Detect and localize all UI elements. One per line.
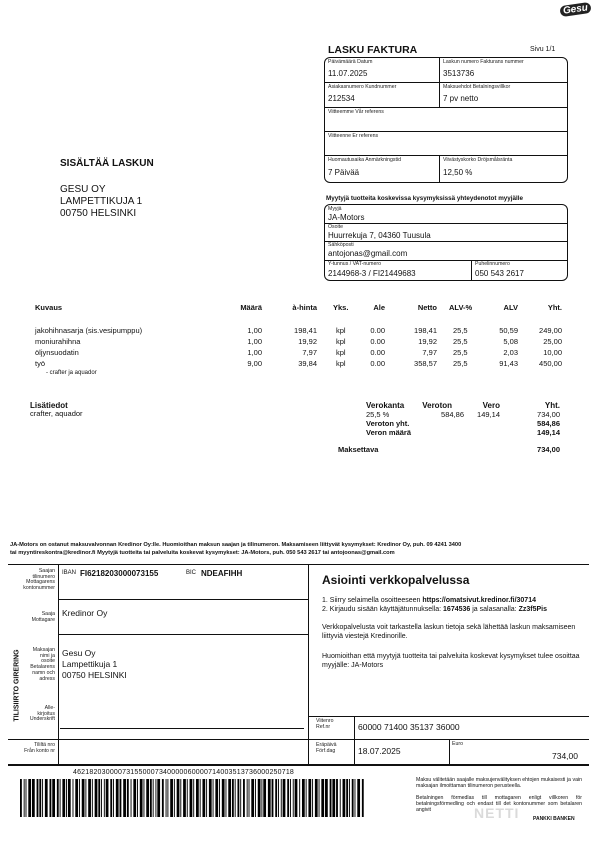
item-description: moniurahihna: [35, 337, 81, 346]
barcode-bar: [362, 779, 364, 817]
seller-heading: Myytyjä tuotteita koskevissa kysymyksissä yhteydenotot myyjälle: [326, 195, 524, 202]
barcode-bar: [82, 779, 85, 817]
barcode-bar: [101, 779, 102, 817]
barcode-bar: [295, 779, 298, 817]
item-note: - crafter ja aquador: [46, 370, 97, 376]
barcode-bar: [275, 779, 277, 817]
col-header-vat: ALV: [503, 303, 518, 312]
bic-label: BIC: [186, 570, 197, 576]
barcode-bar: [20, 779, 22, 817]
bic-value: NDEAFIHH: [201, 569, 243, 578]
barcode-bar: [213, 779, 214, 817]
barcode-bar: [228, 779, 231, 817]
col-header-vat-percent: ALV-%: [449, 303, 473, 312]
bank-label: PANKKI BANKEN: [533, 816, 575, 822]
barcode-bar: [42, 779, 43, 817]
tax-rate: 25,5 %: [366, 410, 390, 419]
barcode-bar: [268, 779, 271, 817]
customer-number-label: Asiakasnumero Kundnummer: [328, 84, 397, 90]
item-description: työ: [35, 359, 46, 368]
payment-terms: 7 pv netto: [443, 94, 479, 103]
tax-amount-header: Vero: [482, 401, 500, 410]
item-net: 19,92: [418, 337, 437, 346]
amount-due-label: Maksettava: [338, 445, 379, 454]
tax-net: 584,86: [441, 410, 464, 419]
barcode-bar: [177, 779, 180, 817]
barcode-bar: [24, 779, 25, 817]
item-discount: 0.00: [370, 337, 385, 346]
online-paragraph-1: Verkkopalvelusta voit tarkastella laskun tietoja sekä lähettää laskun maksamiseen liittyviä viestejä Kredinorille.: [322, 624, 576, 641]
barcode-bar: [315, 779, 318, 817]
notice-period-label: Huomautusaika Anmärkningstid: [328, 157, 401, 163]
reference-number: 60000 71400 35137 36000: [358, 722, 460, 732]
barcode-bar: [79, 779, 80, 817]
col-header-discount: Ale: [373, 303, 385, 312]
your-reference-label: Viitteenne Er referens: [328, 133, 379, 139]
barcode-bar: [68, 779, 71, 817]
barcode-bar: [140, 779, 143, 817]
col-header-description: Kuvaus: [35, 303, 63, 312]
barcode-bar: [131, 779, 132, 817]
barcode-bar: [357, 779, 360, 817]
item-discount: 0.00: [370, 348, 385, 357]
barcode-bar: [193, 779, 194, 817]
barcode-bar: [232, 779, 234, 817]
seller-email: antojonas@gmail.com: [328, 249, 408, 258]
barcode-bar: [73, 779, 74, 817]
extra-info-heading: Lisätiedot: [30, 401, 68, 410]
barcode-bar: [352, 779, 354, 817]
online-service-title: Asiointi verkkopalvelussa: [322, 573, 470, 587]
barcode-bar: [355, 779, 356, 817]
recipient-city: 00750 HELSINKI: [60, 208, 137, 219]
online-service-url[interactable]: https://omatsivut.kredinor.fi/30714: [422, 597, 536, 604]
barcode-bar: [190, 779, 193, 817]
barcode-bar: [137, 779, 138, 817]
barcode-bar: [340, 779, 341, 817]
barcode-bar: [98, 779, 100, 817]
seller-phone-label: Puhelinnumero: [475, 261, 510, 267]
tax-total-header: Yht.: [544, 401, 560, 410]
invoice-number-label: Laskun numero Fakturans nummer: [443, 59, 524, 65]
barcode-bar: [104, 779, 105, 817]
tax-amount: 149,14: [477, 410, 500, 419]
item-unit: kpl: [336, 337, 346, 346]
barcode-bar: [187, 779, 188, 817]
col-header-total: Yht.: [547, 303, 562, 312]
barcode-bar: [235, 779, 236, 817]
item-description: öljynsuodatin: [35, 348, 79, 357]
gesu-logo: Gesu: [559, 2, 591, 17]
payer-street: Lampettikuja 1: [62, 659, 118, 669]
seller-vat-label: Y-tunnus / VAT-numero: [328, 261, 381, 267]
barcode-bar: [45, 779, 48, 817]
barcode-bar: [209, 779, 212, 817]
payer-label: Maksajan nimi ja osoite Betalarens namn och adress: [30, 647, 55, 682]
seller-address-label: Osoite: [328, 224, 343, 230]
barcode-bar: [88, 779, 91, 817]
document-title: LASKU FAKTURA: [328, 44, 418, 56]
barcode-bar: [263, 779, 266, 817]
barcode-bar: [153, 779, 154, 817]
barcode-bar: [39, 779, 41, 817]
seller-name: JA-Motors: [328, 213, 365, 222]
barcode-bar: [106, 779, 109, 817]
barcode-bar: [226, 779, 227, 817]
barcode-bar: [123, 779, 126, 817]
barcode-bar: [283, 779, 286, 817]
barcode-bar: [261, 779, 262, 817]
barcode-bar: [200, 779, 201, 817]
due-date-label: Eräpäivä Förf.dag: [316, 742, 337, 754]
giro-recipient: Kredinor Oy: [62, 608, 108, 618]
barcode-bar: [143, 779, 144, 817]
barcode-bar: [157, 779, 160, 817]
giro-amount: 734,00: [552, 751, 578, 761]
col-header-unit-price: à-hinta: [292, 303, 317, 312]
item-description: jakohihnasarja (sis.vesipumppu): [35, 326, 143, 335]
barcode-bar: [308, 779, 311, 817]
item-vat: 50,59: [499, 326, 518, 335]
euro-label: Euro: [452, 741, 463, 747]
barcode-bar: [255, 779, 256, 817]
item-unit-price: 198,41: [294, 326, 317, 335]
item-unit: kpl: [336, 348, 346, 357]
barcode-bar: [120, 779, 122, 817]
barcode-bar: [196, 779, 199, 817]
barcode-bar: [37, 779, 39, 817]
item-quantity: 9,00: [247, 359, 262, 368]
barcode-bar: [215, 779, 218, 817]
item-unit-price: 19,92: [298, 337, 317, 346]
item-total: 249,00: [539, 326, 562, 335]
item-discount: 0.00: [370, 326, 385, 335]
barcode-bar: [92, 779, 93, 817]
barcode-bar: [183, 779, 186, 817]
seller-contact-box: [324, 204, 568, 281]
item-vat-percent: 25,5: [453, 337, 468, 346]
barcode-bar: [167, 779, 168, 817]
online-step-1: 1. Siirry selaimella osoitteeseen https://omatsivut.kredinor.fi/30714: [322, 597, 536, 604]
customer-number: 212534: [328, 94, 355, 103]
tax-rate-header: Verokanta: [366, 401, 405, 410]
barcode-bar: [206, 779, 207, 817]
item-total: 25,00: [543, 337, 562, 346]
our-reference-label: Viitteemme Vår referens: [328, 109, 384, 115]
barcode-bar: [272, 779, 274, 817]
barcode-bar: [332, 779, 335, 817]
barcode-number: 462182030000731550007340000060000714003513736000250718: [73, 769, 295, 776]
barcode-bar: [293, 779, 294, 817]
barcode-bar: [249, 779, 250, 817]
online-step-2: 2. Kirjaudu sisään käyttäjätunnuksella: 1674536 ja salasanalla: Zz3f5Pis: [322, 606, 547, 613]
item-total: 10,00: [543, 348, 562, 357]
extra-info-text: crafter, aquador: [30, 409, 83, 418]
barcode-bar: [330, 779, 332, 817]
barcode-bar: [174, 779, 175, 817]
barcode-bar: [325, 779, 328, 817]
notice-period: 7 Päivää: [328, 168, 360, 177]
giro-recipient-label: Saaja Mottagare: [31, 611, 55, 623]
item-unit-price: 7,97: [302, 348, 317, 357]
watermark: NETTI: [474, 805, 520, 821]
barcode-bar: [133, 779, 136, 817]
item-net: 358,57: [414, 359, 437, 368]
seller-vat: 2144968-3 / FI21449683: [328, 269, 416, 278]
item-vat: 91,43: [499, 359, 518, 368]
item-total: 450,00: [539, 359, 562, 368]
barcode-bar: [155, 779, 156, 817]
payment-terms-label: Maksuehdot Betalningsvillkor: [443, 84, 511, 90]
barcode-bar: [150, 779, 152, 817]
invoice-date: 11.07.2025: [328, 69, 368, 78]
barcode-bar: [336, 779, 338, 817]
due-date: 18.07.2025: [358, 746, 401, 756]
net-sum: 584,86: [537, 419, 560, 428]
tax-sum-label: Veron määrä: [366, 428, 412, 437]
recipient-heading: SISÄLTÄÄ LASKUN: [60, 158, 154, 169]
payer-name: Gesu Oy: [62, 648, 96, 658]
giro-vertical-title: TILISIIRTO GIRERING: [13, 649, 21, 722]
barcode-bar: [28, 779, 31, 817]
seller-email-label: Sähköposti: [328, 242, 354, 248]
invoice-header-box: [324, 57, 568, 183]
barcode-bar: [113, 779, 114, 817]
barcode-bar: [290, 779, 291, 817]
barcode-bar: [202, 779, 205, 817]
item-unit: kpl: [336, 359, 346, 368]
barcode-image: [20, 779, 400, 817]
barcode-bar: [251, 779, 254, 817]
penalty-interest-label: Viivästyskorko Dröjsmålsränta: [443, 157, 513, 163]
item-unit-price: 39,84: [298, 359, 317, 368]
item-quantity: 1,00: [247, 348, 262, 357]
barcode-bar: [57, 779, 59, 817]
barcode-bar: [162, 779, 164, 817]
item-vat-percent: 25,5: [453, 359, 468, 368]
item-quantity: 1,00: [247, 326, 262, 335]
barcode-bar: [166, 779, 167, 817]
barcode-bar: [85, 779, 86, 817]
online-paragraph-2: Huomioithan että myytyjä tuotteita tai palveluita koskevat kysymykset tulee osoittaa myyjälle: JA-Motors: [322, 653, 580, 670]
tax-sum: 149,14: [537, 428, 560, 437]
item-vat: 2,03: [503, 348, 518, 357]
barcode-bar: [247, 779, 248, 817]
item-discount: 0.00: [370, 359, 385, 368]
seller-address: Huurrekuja 7, 04360 Tuusula: [328, 231, 431, 240]
barcode-bar: [127, 779, 129, 817]
item-vat-percent: 25,5: [453, 326, 468, 335]
from-account-label: Tililtä nro Från konto nr: [24, 742, 55, 754]
col-header-unit: Yks.: [333, 303, 349, 312]
barcode-bar: [75, 779, 78, 817]
item-unit: kpl: [336, 326, 346, 335]
barcode-bar: [219, 779, 220, 817]
barcode-bar: [95, 779, 98, 817]
barcode-bar: [299, 779, 300, 817]
barcode-bar: [60, 779, 61, 817]
collection-notice-line2: tai myyntireskontra@kredinor.fi Myytyjä tuotteita tai palveluita koskevat kysymykset: JA-Motors, puh. 050 543 2617 tai antojoonas@gmail.com: [10, 550, 395, 556]
barcode-bar: [116, 779, 119, 817]
tax-net-header: Veroton: [422, 401, 452, 410]
barcode-bar: [281, 779, 282, 817]
barcode-bar: [240, 779, 241, 817]
col-header-net: Netto: [417, 303, 437, 312]
barcode-bar: [32, 779, 35, 817]
invoice-number: 3513736: [443, 69, 475, 78]
tax-total: 734,00: [537, 410, 560, 419]
recipient-street: LAMPETTIKUJA 1: [60, 196, 143, 207]
page-number: Sivu 1/1: [530, 46, 556, 53]
signature-label: Alle- kirjoitus Underskrift: [29, 705, 55, 723]
barcode-bar: [346, 779, 348, 817]
barcode-bar: [306, 779, 307, 817]
item-vat: 5,08: [503, 337, 518, 346]
seller-label: Myyjä: [328, 206, 342, 212]
recipient-account-label: Saajan tilinumero Mottagarens kontonummer: [23, 568, 55, 592]
barcode-bar: [343, 779, 346, 817]
item-vat-percent: 25,5: [453, 348, 468, 357]
barcode-bar: [312, 779, 313, 817]
barcode-bar: [302, 779, 305, 817]
seller-phone: 050 543 2617: [475, 269, 524, 278]
recipient-name: GESU OY: [60, 184, 106, 195]
fine-print-finnish: Maksu välitetään saajalle maksujenvälityksen ehtojen mukaisesti ja vain maksajan ilmoittaman tilinumeron perusteella.: [416, 777, 582, 789]
iban-value: FI6218203000073155: [80, 569, 159, 578]
amount-due: 734,00: [537, 445, 560, 454]
barcode-bar: [180, 779, 181, 817]
net-sum-label: Veroton yht.: [366, 419, 410, 428]
iban-label: IBAN: [62, 570, 77, 576]
barcode-bar: [62, 779, 65, 817]
payer-city: 00750 HELSINKI: [62, 670, 127, 680]
penalty-interest: 12,50 %: [443, 168, 473, 177]
barcode-bar: [52, 779, 55, 817]
item-net: 7,97: [422, 348, 437, 357]
barcode-bar: [258, 779, 261, 817]
barcode-bar: [237, 779, 239, 817]
barcode-bar: [287, 779, 289, 817]
fine-print-swedish: Betalningen förmedlas till mottagaren enligt villkoren för betalningsförmedling och endast till det kontonummer som betalaren angivit: [416, 795, 582, 813]
barcode-bar: [321, 779, 324, 817]
barcode-bar: [243, 779, 245, 817]
barcode-bar: [146, 779, 149, 817]
barcode-bar: [278, 779, 279, 817]
date-label: Päivämäärä Datum: [328, 59, 373, 65]
barcode-bar: [319, 779, 320, 817]
item-quantity: 1,00: [247, 337, 262, 346]
barcode-bar: [110, 779, 112, 817]
barcode-bar: [26, 779, 27, 817]
col-header-quantity: Määrä: [240, 303, 262, 312]
barcode-bar: [49, 779, 51, 817]
barcode-bar: [66, 779, 67, 817]
barcode-bar: [349, 779, 350, 817]
item-net: 198,41: [414, 326, 437, 335]
reference-label: Viitenro Ref.nr: [316, 718, 334, 730]
barcode-bar: [170, 779, 173, 817]
barcode-bar: [222, 779, 225, 817]
collection-notice-line1: JA-Motors on ostanut maksuvalvonnan Kredinor Oy:lle. Huomioithan maksun saajan ja tilinumeron. Maksamiseen liittyvät kysymykset: Kredinor Oy, puh. 09 4241 3400: [10, 542, 462, 548]
